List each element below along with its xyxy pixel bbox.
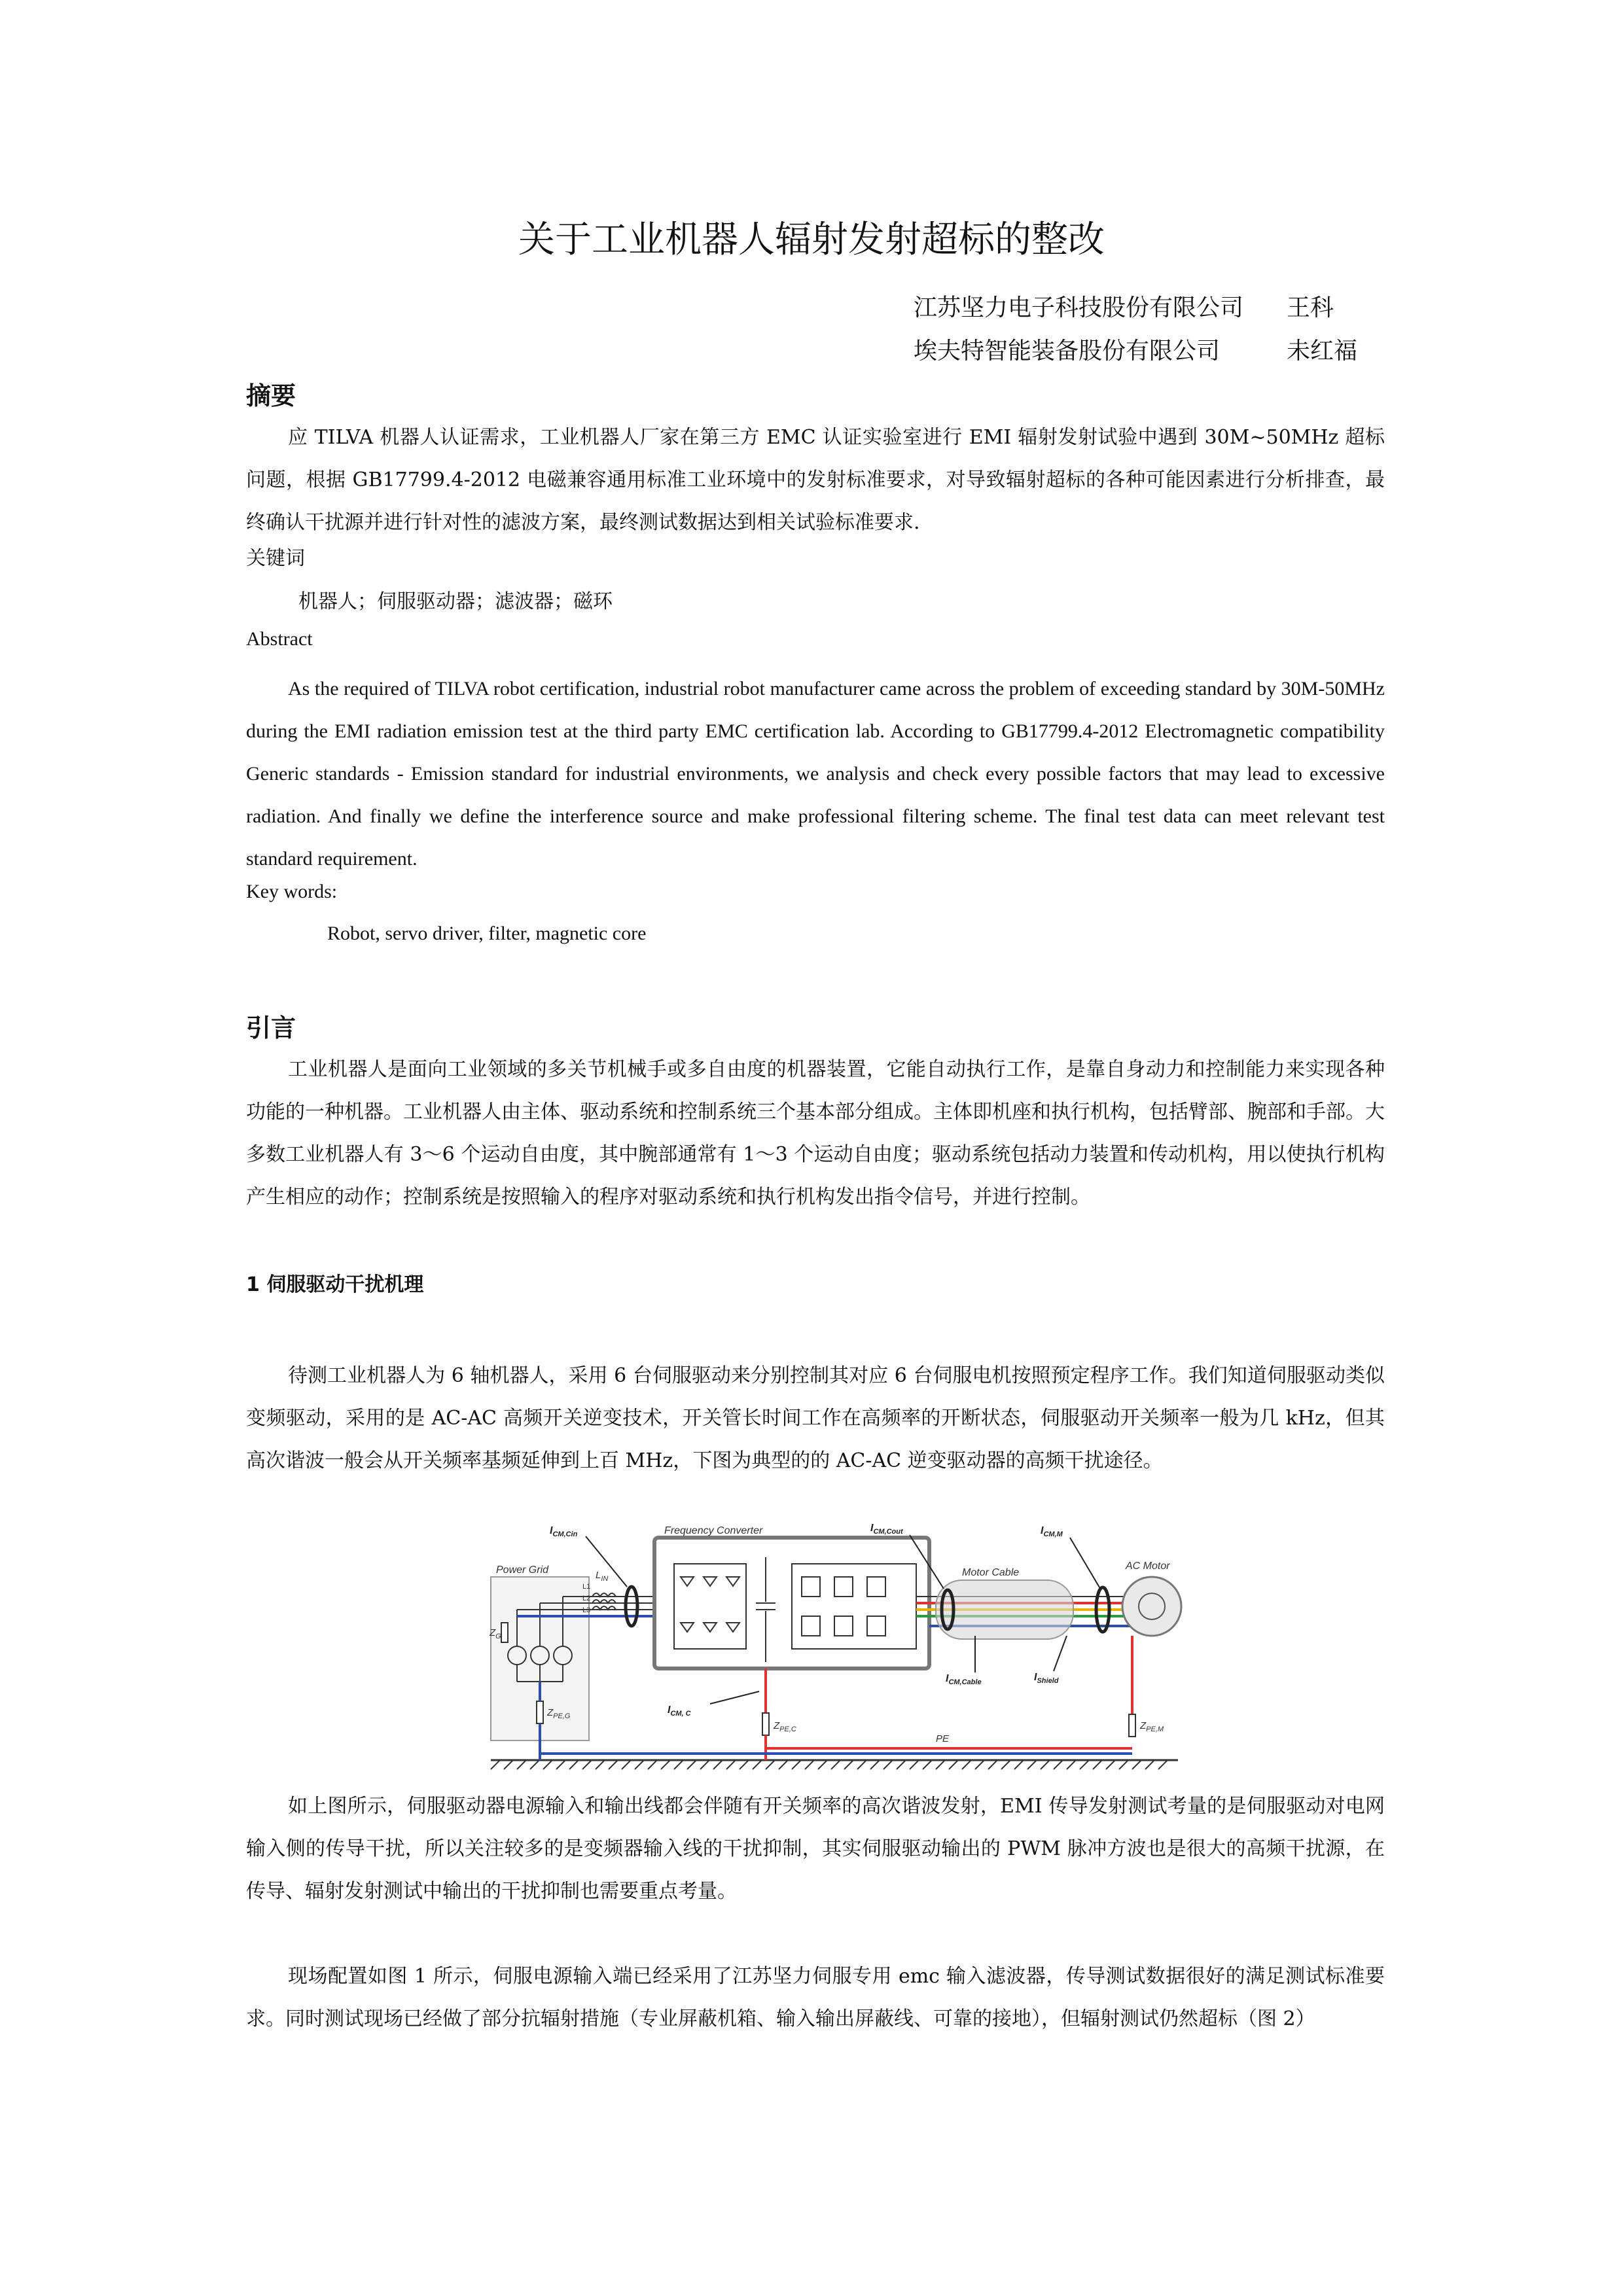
motor-cable-label: Motor Cable [962,1567,1020,1578]
motor-cable [936,1580,1073,1639]
zpec-label: $Z_{PE,C}$ [774,1720,796,1733]
l3-label: L3 [582,1606,591,1614]
icm-m-pointer [1070,1538,1099,1587]
author-1-name: 王科 [1287,294,1334,321]
icm-cin-probe [626,1587,637,1626]
keywords-cn-text: 机器人；伺服驱动器；滤波器；磁环 [298,590,613,613]
intro-paragraph: 工业机器人是面向工业领域的多关节机械手或多自由度的机器装置，它能自动执行工作，是靠自身动力和控制能力来实现各种功能的一种机器。工业机器人由主体、驱动系统和控制系统三个基本部分组成。主体即机座和执行机构，包括臂部、腕部和手部。大多数工业机器人有 3～6 个运动自由度，其中腕部通常有 1～3 个运动自由度；驱动系统包括动力装置和传动机构，用以使执行机构产生相应的动作；控制系统是按照输入的程序对驱动系统和执行机构发出指令信号，并进行控制。 [246,1058,1385,1209]
dc-link-capacitor [756,1557,776,1662]
keywords-en-text: Robot, servo driver, filter, magnetic core [327,923,647,944]
icm-cout-label: $I_{CM,Cout}$ [870,1523,903,1536]
rectifier-bridge [674,1564,746,1649]
abstract-en-text [246,667,1385,880]
keywords-cn-label: 关键词 [246,547,305,570]
icm-cin-label: $I_{CM,Cin}$ [550,1525,578,1538]
abstract-cn-heading: 摘要 [246,381,296,410]
section-1-paragraph-1: 待测工业机器人为 6 轴机器人，采用 6 台伺服驱动来分别控制其对应 6 台伺服电机按照预定程序工作。我们知道伺服驱动类似变频驱动，采用的是 AC-AC 高频开关逆变技术，开关管长时间工作在高频率的开断状态，伺服驱动开关频率一般为几 kHz，但其高次谐波一般会从开关频率基频延伸到上百 MHz，下图为典型的的 AC-AC 逆变驱动器的高频干扰途径。 [246,1364,1385,1472]
abstract-en-paragraph: As the required of TILVA robot certification, industrial robot manufacturer came across the problem of exceeding standard by 30M-50MHz during the EMI radiation emission test at the third party EMC certification lab. According to GB17799.4-2012 Electromagnetic compatibility Generic standards - Emission standard for industrial environments, we analysis and check every possible factors that may lead to excessive radiation. And finally we define the interference source and make professional filtering scheme. The final test data can meet relevant test standard requirement. [246,678,1385,870]
interference-path-figure [478,1505,1198,1780]
ground-hatch [491,1760,1168,1769]
frequency-converter-label: Frequency Converter [664,1525,763,1536]
author-2-name: 未红福 [1287,338,1358,364]
lin-label: $L_{IN}$ [596,1570,609,1583]
abstract-cn-text [246,416,1385,544]
zpeg-resistor [537,1701,543,1723]
intro-text [246,1048,1385,1218]
inverter-bridge [792,1564,916,1649]
intro-heading: 引言 [246,1014,296,1042]
ac-motor-label: AC Motor [1126,1561,1170,1572]
ishield-pointer [1054,1636,1067,1671]
power-grid-label: Power Grid [496,1564,549,1576]
zpem-label: $Z_{PE,M}$ [1140,1720,1164,1733]
keywords-en-label: Key words: [246,881,338,902]
l2-label: L2 [582,1595,591,1602]
input-inductor [592,1593,616,1610]
section-1-para-3 [246,1955,1385,2040]
zg-label: $Z_G$ [490,1627,501,1640]
author-1-org: 江苏坚力电子科技股份有限公司 [914,294,1244,321]
ac-motor [1122,1577,1181,1636]
section-1-para-1 [246,1354,1385,1482]
icm-cout-pointer [910,1535,944,1589]
icm-cable-label: $I_{CM,Cable}$ [946,1673,982,1686]
section-1-para-2 [246,1785,1385,1913]
zpem-resistor [1129,1714,1135,1737]
pe-label: PE [936,1733,950,1744]
icm-m-label: $I_{CM,M}$ [1041,1525,1063,1538]
icm-c-pointer [710,1691,759,1704]
paper-title: 关于工业机器人辐射发射超标的整改 [518,219,1105,261]
abstract-cn-paragraph: 应 TILVA 机器人认证需求，工业机器人厂家在第三方 EMC 认证实验室进行 EMI 辐射发射试验中遇到 30M~50MHz 超标问题，根据 GB17799.4-2012 电磁兼容通用标准工业环境中的发射标准要求，对导致辐射超标的各种可能因素进行分析排查，最终确认干扰源并进行针对性的滤波方案，最终测试数据达到相关试验标准要求. [246,426,1385,534]
author-2-org: 埃夫特智能装备股份有限公司 [914,338,1221,364]
ishield-label: $I_{Shield}$ [1034,1672,1059,1685]
section-1-heading: 1 伺服驱动干扰机理 [246,1273,424,1296]
l1-label: L1 [582,1583,591,1591]
icm-c-label: $I_{CM, C}$ [668,1704,691,1718]
zpec-resistor [762,1713,769,1735]
section-1-paragraph-2: 如上图所示，伺服驱动器电源输入和输出线都会伴随有开关频率的高次谐波发射，EMI 传导发射测试考量的是伺服驱动对电网输入侧的传导干扰，所以关注较多的是变频器输入线的干扰抑制，其实伺服驱动输出的 PWM 脉冲方波也是很大的高频干扰源，在传导、辐射发射测试中输出的干扰抑制也需要重点考量。 [246,1795,1385,1903]
section-1-paragraph-3: 现场配置如图 1 所示，伺服电源输入端已经采用了江苏坚力伺服专用 emc 输入滤波器，传导测试数据很好的满足测试标准要求。同时测试现场已经做了部分抗辐射措施（专业屏蔽机箱、输入输出屏蔽线、可靠的接地），但辐射测试仍然超标（图 2） [246,1965,1385,2030]
zpeg-label: $Z_{PE,G}$ [547,1707,571,1720]
abstract-en-label: Abstract [246,628,313,650]
